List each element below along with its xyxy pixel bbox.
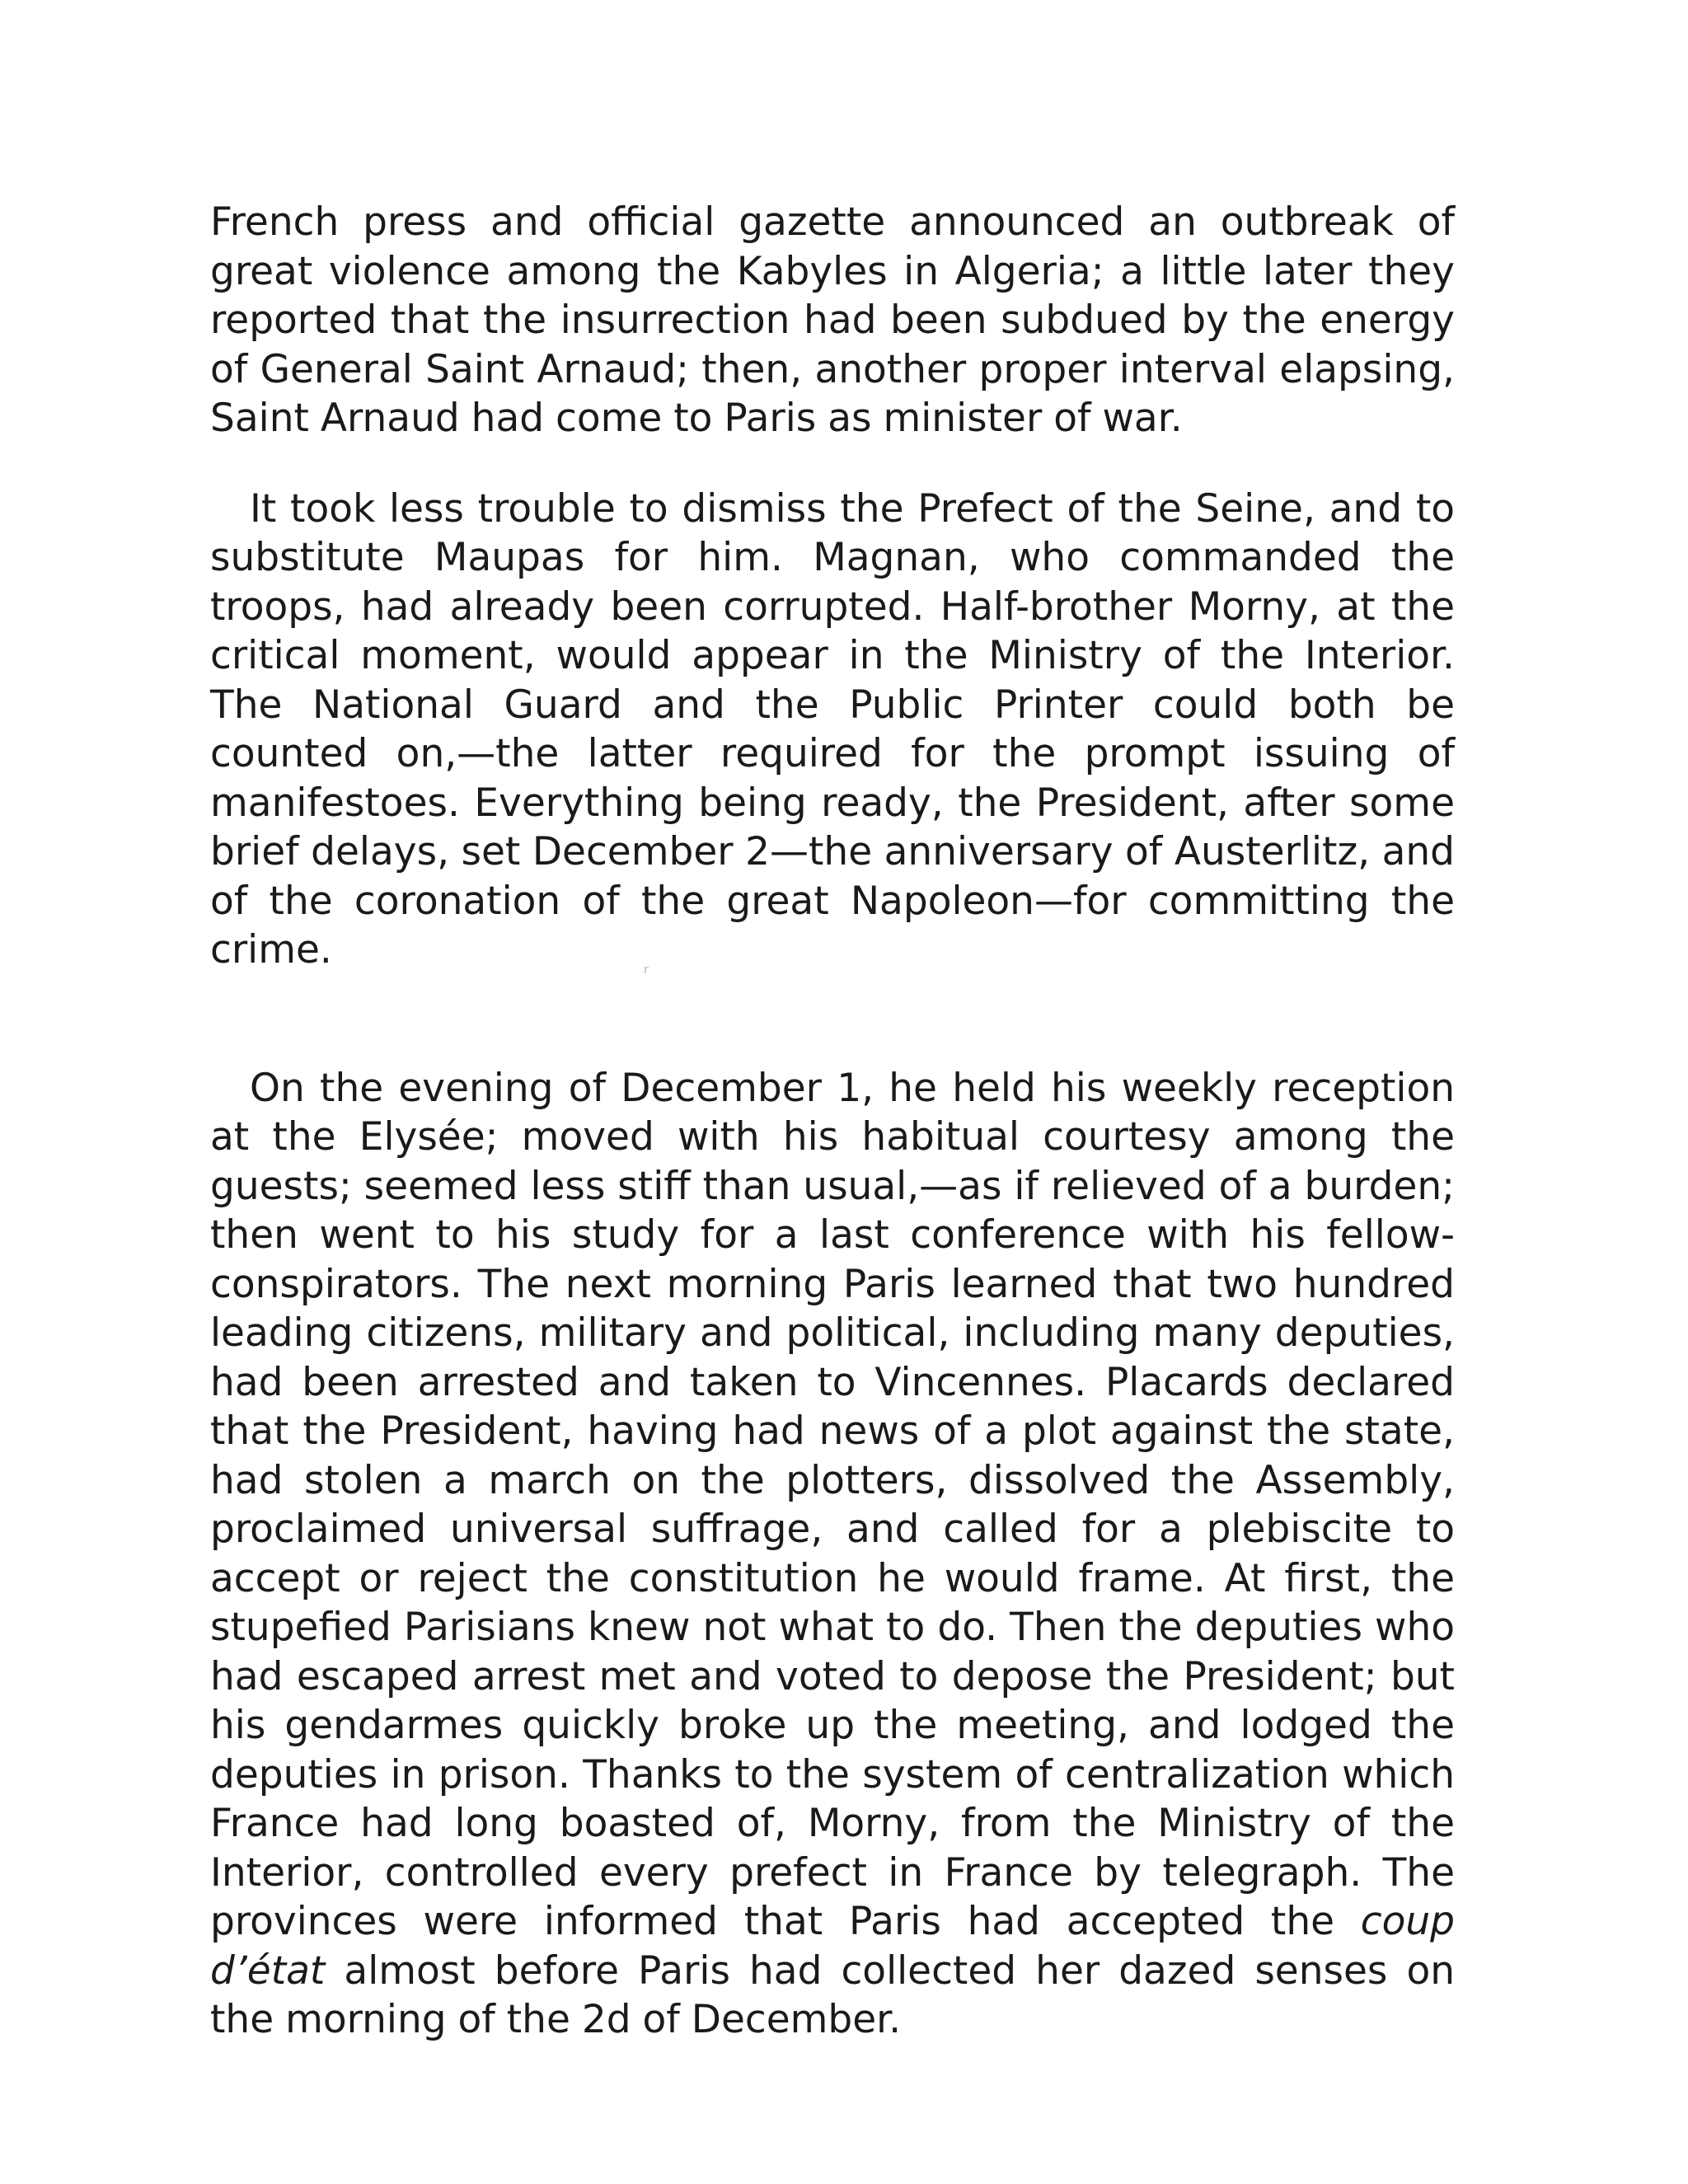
- document-page: [210, 198, 1455, 2045]
- paragraph-2: It took less trouble to dismiss the Prefect of the Seine, and to substitute Maupas for him. Magnan, who commanded the troops, had already been corrupted. Half-brother Morny, at the critical moment, would appear in the Ministry of the Interior. The National Guard and the Public Printer could both be counted on,—the latter required for the prompt issuing of manifestoes. Everything being ready, the President, after some brief delays, set December 2—the anniversary of Austerlitz, and of the coronation of the great Napoleon—for committing the crime.: [210, 485, 1455, 972]
- italic-phrase: coup d’état: [210, 1899, 1455, 1994]
- paragraph-3: [210, 1064, 1455, 2045]
- paragraph-3-text-end: almost before Paris had collected her dazed senses on the morning of the 2d of December.: [210, 1947, 1455, 2042]
- paragraph-1: French press and official gazette announced an outbreak of great violence among the Kabyles in Algeria; a little later they reported that the insurrection had been subdued by the energy of General Saint Arnaud; then, another proper interval elapsing, Saint Arnaud had come to Paris as minister of war.: [210, 199, 1455, 441]
- stray-mark: r: [644, 963, 649, 977]
- paragraph-3-text-start: On the evening of December 1, he held his weekly reception at the Elysée; moved with his habitual courtesy among the guests; seemed less stiff than usual,—as if relieved of a burden; then went to his study for a last conference with his fellow-conspirators. The next morning Paris learned that two hundred leading citizens, military and political, including many deputies, had been arrested and taken to Vincennes. Placards declared that the President, having had news of a plot against the state, had stolen a march on the plotters, dissolved the Assembly, proclaimed universal suffrage, and called for a plebiscite to accept or reject the constitution he would frame. At first, the stupefied Parisians knew not what to do. Then the deputies who had escaped arrest met and voted to depose the President; but his gendarmes quickly broke up the meeting, and lodged the deputies in prison. Thanks to the system of centralization which France had long boasted of, Morny, from the Ministry of the Interior, controlled every prefect in France by telegraph. The provinces were informed that Paris had accepted the: [210, 1065, 1455, 1944]
